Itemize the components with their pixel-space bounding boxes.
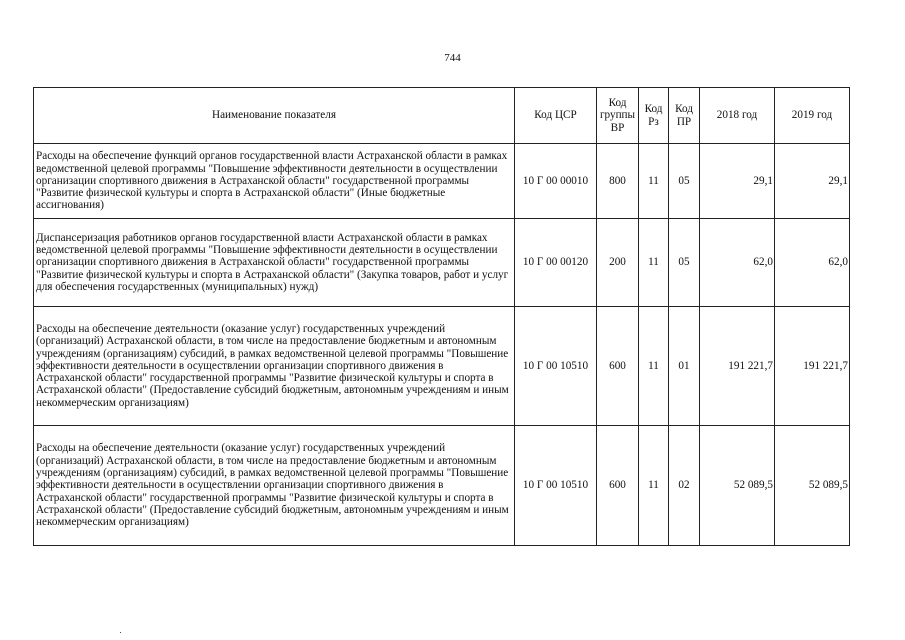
row-csr: 10 Г 00 00120 xyxy=(515,219,597,307)
table-row xyxy=(34,144,850,219)
header-pr: Код ПР xyxy=(669,88,700,144)
row-pr: 05 xyxy=(669,144,700,219)
page-number: 744 xyxy=(444,52,461,64)
header-2019: 2019 год xyxy=(775,88,850,144)
row-2018: 191 221,7 xyxy=(700,307,775,426)
table-row xyxy=(34,307,850,426)
scan-speck xyxy=(120,632,121,633)
row-vr: 800 xyxy=(597,144,639,219)
row-2018: 52 089,5 xyxy=(700,426,775,546)
row-pr: 05 xyxy=(669,219,700,307)
row-name: Диспансеризация работников органов государственной власти Астраханской области в рамках ведомственной целевой программы "Повышение эффективности деятельности в осуществлении организации спортивного движения в Астраханской области" государственной программы "Развитие физической культуры и спорта в Астраханской области" (Закупка товаров, работ и услуг для обеспечения государственных (муниципальных) нужд) xyxy=(34,219,515,307)
row-name: Расходы на обеспечение деятельности (оказание услуг) государственных учреждений (организаций) Астраханской области, в том числе на предоставление бюджетным и автономным учреждениям (организациям) субсидий, в рамках ведомственной целевой программы "Повышение эффективности деятельности в осуществлении организации спортивного движения в Астраханской области" государственной программы "Развитие физической культуры и спорта в Астраханской области" (Предоставление субсидий бюджетным, автономным учреждениям и иным некоммерческим организациям) xyxy=(34,426,515,546)
header-row xyxy=(34,88,850,144)
row-vr: 600 xyxy=(597,307,639,426)
row-vr: 600 xyxy=(597,426,639,546)
header-vr: Код группы ВР xyxy=(597,88,639,144)
row-2019: 191 221,7 xyxy=(775,307,850,426)
row-rz: 11 xyxy=(639,144,669,219)
row-rz: 11 xyxy=(639,307,669,426)
row-rz: 11 xyxy=(639,219,669,307)
row-name: Расходы на обеспечение функций органов государственной власти Астраханской области в рамках ведомственной целевой программы "Повышение эффективности деятельности в осуществлении организации спортивного движения в Астраханской области" государственной программы "Развитие физической культуры и спорта в Астраханской области" (Иные бюджетные ассигнования) xyxy=(34,144,515,219)
row-2019: 62,0 xyxy=(775,219,850,307)
row-rz: 11 xyxy=(639,426,669,546)
row-csr: 10 Г 00 10510 xyxy=(515,307,597,426)
table-row xyxy=(34,219,850,307)
row-pr: 01 xyxy=(669,307,700,426)
row-csr: 10 Г 00 00010 xyxy=(515,144,597,219)
header-rz: Код Рз xyxy=(639,88,669,144)
header-csr: Код ЦСР xyxy=(515,88,597,144)
row-csr: 10 Г 00 10510 xyxy=(515,426,597,546)
row-2018: 29,1 xyxy=(700,144,775,219)
row-2018: 62,0 xyxy=(700,219,775,307)
budget-table xyxy=(33,87,850,546)
row-2019: 52 089,5 xyxy=(775,426,850,546)
row-vr: 200 xyxy=(597,219,639,307)
row-2019: 29,1 xyxy=(775,144,850,219)
table-row xyxy=(34,426,850,546)
header-2018: 2018 год xyxy=(700,88,775,144)
row-pr: 02 xyxy=(669,426,700,546)
row-name: Расходы на обеспечение деятельности (оказание услуг) государственных учреждений (организаций) Астраханской области, в том числе на предоставление бюджетным и автономным учреждениям (организациям) субсидий, в рамках ведомственной целевой программы "Повышение эффективности деятельности в осуществлении организации спортивного движения в Астраханской области" государственной программы "Развитие физической культуры и спорта в Астраханской области" (Предоставление субсидий бюджетным, автономным учреждениям и иным некоммерческим организациям) xyxy=(34,307,515,426)
header-name: Наименование показателя xyxy=(34,88,515,144)
